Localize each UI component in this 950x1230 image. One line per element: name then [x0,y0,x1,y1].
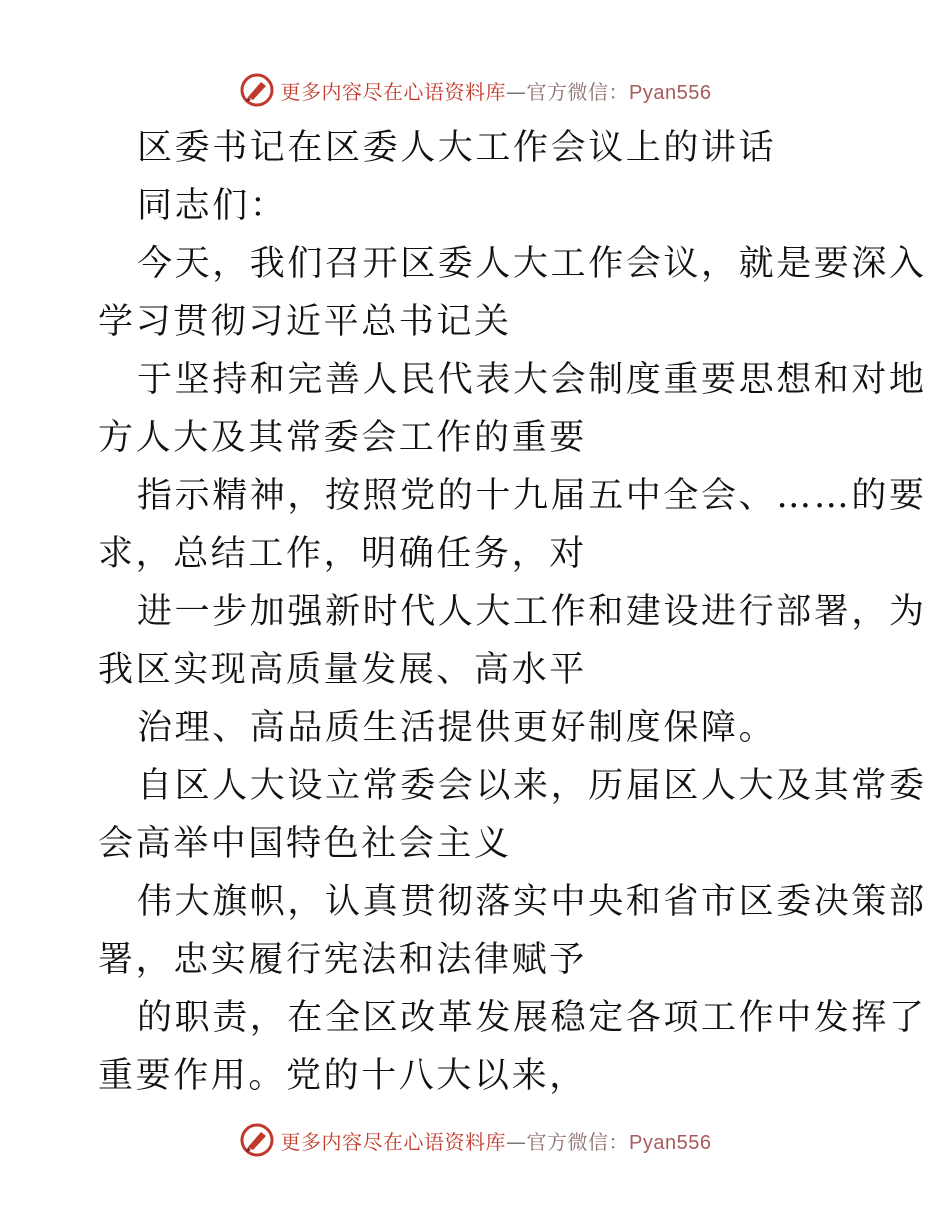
paragraph-line: 我区实现高质量发展、高水平 [98,650,587,690]
paragraph-line: 自区人大设立常委会以来，历届区人大及其常委 [137,766,927,806]
document-title: 区委书记在区委人大工作会议上的讲话 [137,128,777,168]
banner-main-text: 更多内容尽在心语资料库 [280,79,507,104]
paragraph-line: 伟大旗帜，认真贯彻落实中央和省市区委决策部 [137,882,927,922]
salutation: 同志们： [137,186,288,226]
paragraph-line: 于坚持和完善人民代表大会制度重要思想和对地 [137,360,927,400]
paragraph-line: 指示精神，按照党的十九届五中全会、……的要 [137,476,927,516]
banner-dash: — [506,79,527,104]
banner-main-text: 更多内容尽在心语资料库 [280,1129,507,1154]
footer-banner [0,1120,950,1160]
banner-wechat-label: 官方微信： [526,1129,630,1154]
banner-wechat-id: Pyan556 [629,1131,712,1154]
banner-wechat-id: Pyan556 [629,81,712,104]
banner-dash: — [506,1129,527,1154]
paragraph-line: 进一步加强新时代人大工作和建设进行部署，为 [137,592,927,632]
paragraph-line: 方人大及其常委会工作的重要 [98,418,587,458]
pen-logo-icon [239,72,275,108]
paragraph-line: 治理、高品质生活提供更好制度保障。 [137,708,777,748]
banner-wechat-label: 官方微信： [526,79,630,104]
banner-text [281,76,712,105]
banner-text [281,1126,712,1155]
paragraph-line: 的职责，在全区改革发展稳定各项工作中发挥了 [137,998,927,1038]
paragraph-line: 求，总结工作，明确任务，对 [98,534,587,574]
paragraph-line: 今天，我们召开区委人大工作会议，就是要深入 [137,244,927,284]
paragraph-line: 署，忠实履行宪法和法律赋予 [98,940,587,980]
header-banner [0,70,950,110]
paragraph-line: 重要作用。党的十八大以来， [98,1056,587,1096]
pen-logo-icon [239,1122,275,1158]
paragraph-line: 会高举中国特色社会主义 [98,824,512,864]
paragraph-line: 学习贯彻习近平总书记关 [98,302,512,342]
